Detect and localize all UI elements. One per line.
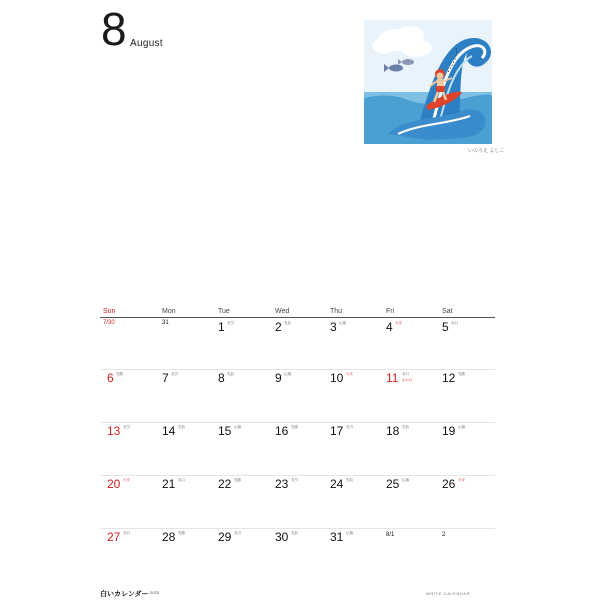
rokuyo-label: 赤口	[451, 321, 458, 325]
calendar-day: 13	[107, 424, 121, 438]
rokuyo-label: 大安	[458, 478, 465, 482]
calendar-day: 18	[386, 424, 400, 438]
calendar-day: 1	[218, 320, 225, 334]
rokuyo-label: 友引	[291, 478, 298, 482]
calendar-day: 11	[386, 371, 399, 385]
calendar-day: 4	[386, 320, 393, 334]
calendar-day: 2	[275, 320, 282, 334]
calendar-day: 23	[275, 477, 289, 491]
calendar-day: 8	[218, 371, 225, 385]
rokuyo-label: 友引	[227, 321, 234, 325]
rokuyo-label: 赤口	[123, 531, 130, 535]
calendar-day: 25	[386, 477, 400, 491]
weekday-header-sat: Sat	[442, 308, 453, 315]
rokuyo-label: 先負	[402, 425, 409, 429]
rokuyo-label: 先負	[284, 321, 291, 325]
calendar-day: 3	[330, 320, 337, 334]
rokuyo-label: 先勝	[116, 372, 123, 376]
rokuyo-label: 先負	[346, 478, 353, 482]
rokuyo-label: 仏滅	[339, 321, 346, 325]
rokuyo-label: 仏滅	[458, 425, 465, 429]
rokuyo-label: 先負	[178, 425, 185, 429]
brand-logo: 白いカレンダー	[100, 591, 149, 598]
calendar-day: 8/1	[386, 532, 395, 538]
weekday-header-sun: Sun	[103, 308, 116, 315]
rokuyo-label: 仏滅	[234, 425, 241, 429]
week-divider	[100, 475, 495, 476]
rokuyo-label: 仏滅	[346, 531, 353, 535]
rokuyo-label: 仏滅	[402, 478, 409, 482]
month-name: August	[130, 38, 163, 49]
weekday-header-fri: Fri	[386, 308, 395, 315]
footer-brand: WHITE CALENDAR	[426, 591, 471, 596]
weekday-header-mon: Mon	[162, 308, 176, 315]
calendar-day: 26	[442, 477, 456, 491]
rokuyo-label: 先負	[291, 531, 298, 535]
weekday-header-thu: Thu	[330, 308, 343, 315]
week-divider	[100, 528, 495, 529]
calendar-day: 15	[218, 424, 232, 438]
calendar-day: 20	[107, 477, 121, 491]
week-divider	[100, 422, 495, 423]
rokuyo-label: 先勝	[234, 478, 241, 482]
rokuyo-label: 先勝	[291, 425, 298, 429]
rokuyo-label: 赤口	[402, 372, 409, 376]
calendar-day: 22	[218, 477, 232, 491]
rokuyo-label: 赤口	[178, 478, 185, 482]
calendar-day: 6	[107, 371, 114, 385]
calendar-day: 7/30	[103, 320, 115, 326]
calendar-day: 9	[275, 371, 282, 385]
holiday-name: 山の日	[402, 378, 413, 382]
surfer-illustration	[358, 16, 496, 162]
calendar-day: 17	[330, 424, 344, 438]
rokuyo-label: 大安	[123, 478, 130, 482]
calendar-day: 12	[442, 371, 456, 385]
weekday-header-tue: Tue	[218, 308, 230, 315]
header-divider	[100, 317, 495, 318]
calendar-day: 21	[162, 477, 176, 491]
rokuyo-label: 大安	[346, 372, 353, 376]
calendar-day: 19	[442, 424, 456, 438]
calendar-day: 5	[442, 320, 449, 334]
calendar-day: 30	[275, 530, 289, 544]
calendar-day: 24	[330, 477, 344, 491]
illustrator-credit: いのうえ よしこ	[468, 148, 505, 154]
calendar-day: 7	[162, 371, 169, 385]
calendar-day: 31	[330, 530, 344, 544]
rokuyo-label: 友引	[171, 372, 178, 376]
rokuyo-label: 友引	[346, 425, 353, 429]
month-number: 8	[101, 3, 127, 55]
calendar-day: 14	[162, 424, 176, 438]
rokuyo-label: 友引	[234, 531, 241, 535]
calendar-day: 2	[442, 532, 446, 538]
calendar-day: 29	[218, 530, 232, 544]
weekday-header-wed: Wed	[275, 308, 290, 315]
rokuyo-label: 先勝	[458, 372, 465, 376]
calendar-day: 16	[275, 424, 289, 438]
calendar-day: 10	[330, 371, 344, 385]
rokuyo-label: 仏滅	[284, 372, 291, 376]
calendar-day: 28	[162, 530, 176, 544]
footer-year: 2023	[150, 590, 159, 595]
rokuyo-label: 先勝	[178, 531, 185, 535]
rokuyo-label: 大安	[395, 321, 402, 325]
rokuyo-label: 先負	[227, 372, 234, 376]
rokuyo-label: 友引	[123, 425, 130, 429]
week-divider	[100, 369, 495, 370]
calendar-day: 31	[162, 320, 169, 326]
calendar-day: 27	[107, 530, 121, 544]
